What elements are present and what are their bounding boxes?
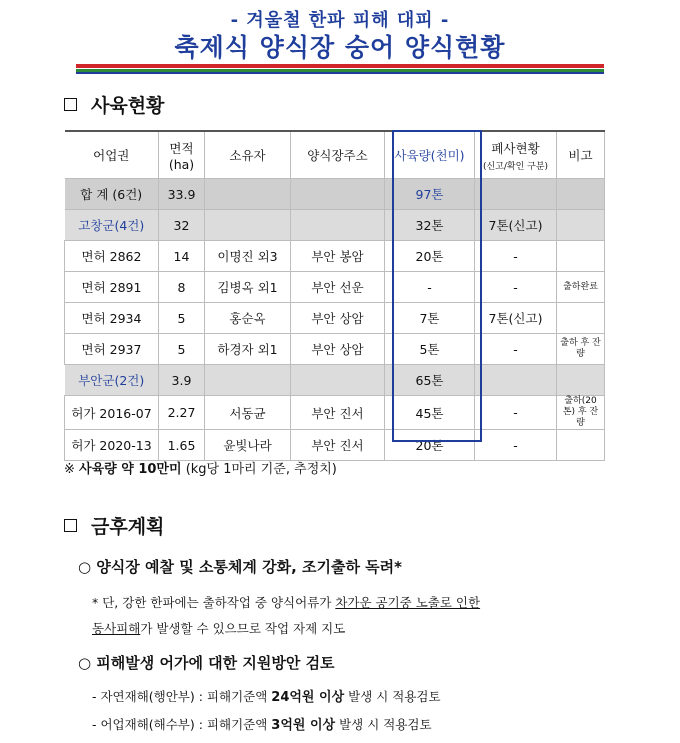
table-row: 면허 2862 14 이명진 외3 부안 봉암 20톤 - (65, 241, 605, 272)
table-row: 면허 2891 8 김병옥 외1 부안 선운 - - 출하완료 (65, 272, 605, 303)
page-title: 축제식 양식장 숭어 양식현황 (174, 33, 506, 62)
divider-red (76, 64, 604, 68)
col-note: 비고 (557, 131, 605, 179)
group-row: 부안군(2건) 3.9 65톤 (65, 365, 605, 396)
group-row: 고창군(4건) 32 32톤 7톤(신고) (65, 210, 605, 241)
stock-table (64, 130, 605, 461)
footnote-bold: 사육량 약 10만미 (79, 462, 182, 477)
table-header-row (65, 131, 605, 179)
table-row: 허가 2016-07 2.27 서동균 부안 진서 45톤 - 출하(20톤) 후 잔량 (65, 396, 605, 430)
divider-blue (76, 72, 604, 74)
table-row: 면허 2937 5 하경자 외1 부안 상암 5톤 - 출하 후 잔량 (65, 334, 605, 365)
col-closure: 폐사현황 (신고/확인 구분) (475, 131, 557, 179)
table-row: 허가 2020-13 1.65 윤빛나라 부안 진서 20톤 - (65, 430, 605, 461)
plan-item-1: ○ 양식장 예찰 및 소통체계 강화, 조기출하 독려* (78, 558, 403, 576)
col-address: 양식장주소 (291, 131, 385, 179)
footnote: ※ 사육량 약 10만미 (kg당 1마리 기준, 추정치) (64, 462, 337, 477)
col-stock: 사육량(천미) (385, 131, 475, 179)
plan-item-1-note: * 단, 강한 한파에는 출하작업 중 양식어류가 차가운 공기중 노출로 인한 동사피해가 발생할 수 있으므로 작업 자제 지도 (92, 595, 481, 636)
col-license: 어업권 (65, 131, 159, 179)
col-area: 면적 (ha) (159, 131, 205, 179)
section-stock-status (64, 91, 164, 118)
section-title: 금후계획 (91, 516, 165, 538)
col-owner: 소유자 (205, 131, 291, 179)
square-bullet-icon (64, 519, 77, 532)
plan-item-2-fishery: - 어업재해(해수부) : 피해기준액 3억원 이상 발생 시 적용검토 (92, 717, 432, 733)
plan-item-2: ○ 피해발생 어가에 대한 지원방안 검토 (78, 654, 335, 672)
square-bullet-icon (64, 98, 77, 111)
subtitle: - 겨울철 한파 피해 대피 - (230, 10, 450, 31)
section-title: 사육현황 (91, 95, 165, 117)
table-row: 면허 2934 5 홍순옥 부안 상암 7톤 7톤(신고) (65, 303, 605, 334)
total-row: 합 계 (6건) 33.9 97톤 (65, 179, 605, 210)
plan-item-2-natural: - 자연재해(행안부) : 피해기준액 24억원 이상 발생 시 적용검토 (92, 689, 441, 705)
footnote-rest: (kg당 1마리 기준, 추정치) (185, 462, 337, 477)
section-future-plan (64, 512, 164, 539)
